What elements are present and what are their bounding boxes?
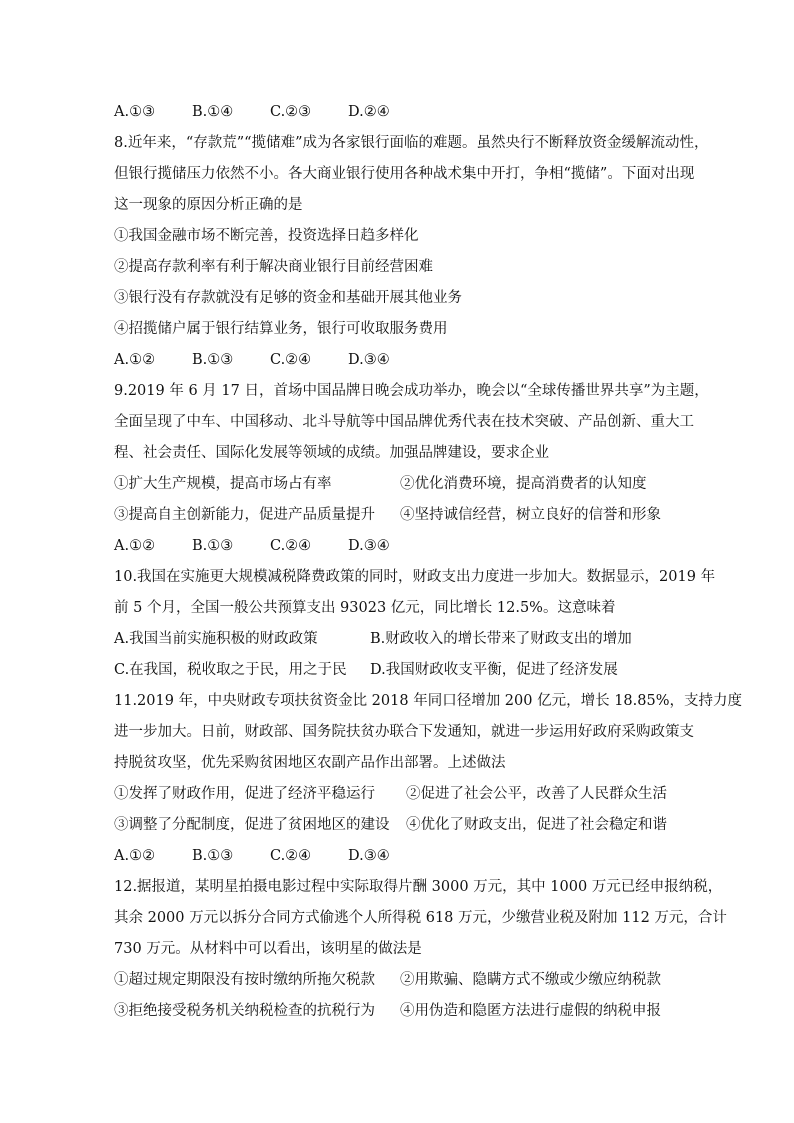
q11-item-1: ①发挥了财政作用，促进了经济平稳运行 bbox=[114, 786, 375, 802]
q12-item-1: ①超过规定期限没有按时缴纳所拖欠税款 bbox=[114, 972, 375, 988]
q8-stem-line-3: 这一现象的原因分析正确的是 bbox=[114, 197, 303, 213]
q8-stem-line-1: 8.近年来，“存款荒”“揽储难”成为各家银行面临的难题。虽然央行不断释放资金缓解流动性， bbox=[114, 135, 709, 151]
q8-option-b[interactable]: B.①③ bbox=[192, 352, 234, 368]
q12-stem-line-3: 730 万元。从材料中可以看出，该明星的做法是 bbox=[114, 941, 422, 957]
q9-item-1: ①扩大生产规模，提高市场占有率 bbox=[114, 476, 332, 492]
q10-option-a[interactable]: A.我国当前实施积极的财政政策 bbox=[114, 631, 318, 647]
q11-stem-line-1: 11.2019 年，中央财政专项扶贫资金比 2018 年同口径增加 200 亿元，增长 18.85%，支持力度 bbox=[114, 693, 742, 709]
q10-stem-line-2: 前 5 个月，全国一般公共预算支出 93023 亿元，同比增长 12.5%。这意味着 bbox=[114, 600, 616, 616]
q7-option-c[interactable]: C.②③ bbox=[270, 104, 312, 120]
q11-option-a[interactable]: A.①② bbox=[114, 848, 156, 864]
q9-item-4: ④坚持诚信经营，树立良好的信誉和形象 bbox=[400, 507, 661, 523]
q8-item-2: ②提高存款利率有利于解决商业银行目前经营困难 bbox=[114, 259, 433, 275]
q11-items-row-2 bbox=[114, 815, 694, 835]
q12-items-row-1 bbox=[114, 970, 694, 990]
q11-items-row-1 bbox=[114, 784, 694, 804]
q10-options-row-1 bbox=[114, 629, 694, 649]
q10-option-c[interactable]: C.在我国，税收取之于民，用之于民 bbox=[114, 662, 347, 678]
q9-items-row-1 bbox=[114, 474, 694, 494]
q11-item-3: ③调整了分配制度，促进了贫困地区的建设 bbox=[114, 817, 390, 833]
q7-option-a[interactable]: A.①③ bbox=[114, 104, 156, 120]
q9-option-d[interactable]: D.③④ bbox=[348, 538, 390, 554]
q9-item-2: ②优化消费环境，提高消费者的认知度 bbox=[400, 476, 647, 492]
q8-option-a[interactable]: A.①② bbox=[114, 352, 156, 368]
q8-options bbox=[114, 350, 426, 370]
q10-options-row-2 bbox=[114, 660, 694, 680]
q12-stem-line-1: 12.据报道，某明星拍摄电影过程中实际取得片酬 3000 万元，其中 1000 万元已经申报纳税， bbox=[114, 879, 723, 895]
q12-stem-line-2: 其余 2000 万元以拆分合同方式偷逃个人所得税 618 万元，少缴营业税及附加 112 万元，合计 bbox=[114, 910, 727, 926]
q10-stem-line-1: 10.我国在实施更大规模减税降费政策的同时，财政支出力度进一步加大。数据显示，2019 年 bbox=[114, 569, 716, 585]
q11-option-b[interactable]: B.①③ bbox=[192, 848, 234, 864]
q7-option-b[interactable]: B.①④ bbox=[192, 104, 234, 120]
q12-item-3: ③拒绝接受税务机关纳税检查的抗税行为 bbox=[114, 1003, 375, 1019]
q8-item-3: ③银行没有存款就没有足够的资金和基础开展其他业务 bbox=[114, 290, 462, 306]
q9-option-b[interactable]: B.①③ bbox=[192, 538, 234, 554]
q9-stem-line-1: 9.2019 年 6 月 17 日，首场中国品牌日晚会成功举办，晚会以“全球传播世界共享”为主题， bbox=[114, 383, 709, 399]
q12-item-4: ④用伪造和隐匿方法进行虚假的纳税申报 bbox=[400, 1003, 661, 1019]
q10-option-b[interactable]: B.财政收入的增长带来了财政支出的增加 bbox=[370, 631, 632, 647]
q9-item-3: ③提高自主创新能力，促进产品质量提升 bbox=[114, 507, 375, 523]
q9-items-row-2 bbox=[114, 505, 694, 525]
q12-items-row-2 bbox=[114, 1001, 694, 1021]
q8-option-d[interactable]: D.③④ bbox=[348, 352, 390, 368]
q11-stem-line-3: 持脱贫攻坚，优先采购贫困地区农副产品作出部署。上述做法 bbox=[114, 755, 506, 771]
q10-option-d[interactable]: D.我国财政收支平衡，促进了经济发展 bbox=[370, 662, 618, 678]
q11-options bbox=[114, 846, 426, 866]
q7-option-d[interactable]: D.②④ bbox=[348, 104, 390, 120]
q11-item-4: ④优化了财政支出，促进了社会稳定和谐 bbox=[406, 817, 667, 833]
q9-option-c[interactable]: C.②④ bbox=[270, 538, 312, 554]
q8-item-4: ④招揽储户属于银行结算业务，银行可收取服务费用 bbox=[114, 321, 448, 337]
q12-item-2: ②用欺骗、隐瞒方式不缴或少缴应纳税款 bbox=[400, 972, 661, 988]
q11-option-d[interactable]: D.③④ bbox=[348, 848, 390, 864]
q11-option-c[interactable]: C.②④ bbox=[270, 848, 312, 864]
q9-stem-line-2: 全面呈现了中车、中国移动、北斗导航等中国品牌优秀代表在技术突破、产品创新、重大工 bbox=[114, 414, 694, 430]
q11-item-2: ②促进了社会公平，改善了人民群众生活 bbox=[406, 786, 667, 802]
q8-stem-line-2: 但银行揽储压力依然不小。各大商业银行使用各种战术集中开打，争相“揽储”。下面对出现 bbox=[114, 166, 695, 182]
q9-options bbox=[114, 536, 426, 556]
q9-stem-line-3: 程、社会责任、国际化发展等领域的成绩。加强品牌建设，要求企业 bbox=[114, 445, 549, 461]
q7-options bbox=[114, 102, 426, 122]
q11-stem-line-2: 进一步加大。日前，财政部、国务院扶贫办联合下发通知，就进一步运用好政府采购政策支 bbox=[114, 724, 694, 740]
q8-item-1: ①我国金融市场不断完善，投资选择日趋多样化 bbox=[114, 228, 419, 244]
q8-option-c[interactable]: C.②④ bbox=[270, 352, 312, 368]
q9-option-a[interactable]: A.①② bbox=[114, 538, 156, 554]
